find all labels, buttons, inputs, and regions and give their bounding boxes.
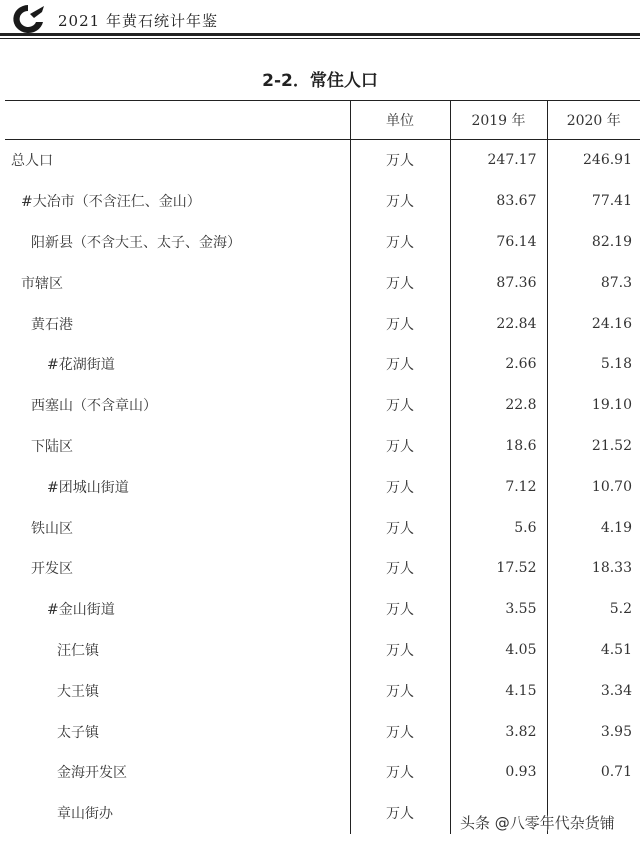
row-unit-cell: 万人: [350, 752, 450, 793]
header-rule-thick: [0, 33, 640, 36]
row-value-2020-cell: 82.19: [591, 233, 632, 250]
row-unit-cell: 万人: [350, 548, 450, 589]
row-name-cell: 阳新县（不含大王、太子、金海）: [5, 222, 350, 263]
table-row: [5, 711, 640, 752]
row-value-2020-cell: 5.18: [600, 356, 632, 373]
population-table: [5, 100, 640, 834]
row-name-cell: 铁山区: [5, 507, 350, 548]
row-unit-cell: 万人: [350, 222, 450, 263]
watermark: 头条 @八零年代杂货铺: [460, 814, 615, 832]
population-table-wrapper: [5, 100, 640, 834]
row-name-cell: 市辖区: [5, 262, 350, 303]
row-value-2019-cell: 87.36: [450, 262, 547, 303]
row-name-cell: #花湖街道: [5, 344, 350, 385]
row-name-cell: 开发区: [5, 548, 350, 589]
row-unit-cell: 万人: [350, 793, 450, 834]
row-unit-cell: 万人: [350, 507, 450, 548]
header-title: 2021 年黄石统计年鉴: [58, 12, 218, 30]
table-row: [5, 752, 640, 793]
row-name-cell: 汪仁镇: [5, 630, 350, 671]
row-value-2020-cell: 24.16: [591, 315, 632, 332]
row-value-2019-cell: 17.52: [450, 548, 547, 589]
row-unit-cell: 万人: [350, 466, 450, 507]
column-header-unit: 单位: [350, 101, 450, 140]
row-unit-cell: 万人: [350, 426, 450, 467]
row-value-2020-cell: 4.51: [600, 641, 632, 658]
row-value-2020-cell: 4.19: [600, 519, 632, 536]
row-unit-cell: 万人: [350, 630, 450, 671]
row-value-2020-cell: 19.10: [591, 397, 632, 414]
row-name-cell: 章山街办: [5, 793, 350, 834]
row-unit-cell: 万人: [350, 262, 450, 303]
row-value-2019-cell: 76.14: [450, 222, 547, 263]
row-value-2020-cell: 21.52: [591, 437, 632, 454]
table-row: [5, 630, 640, 671]
row-value-2019-cell: 83.67: [450, 181, 547, 222]
row-value-2020-cell: 77.41: [591, 193, 632, 210]
table-row: [5, 344, 640, 385]
row-value-2019-cell: 5.6: [450, 507, 547, 548]
row-value-2019-cell: 3.55: [450, 589, 547, 630]
row-name-cell: 大王镇: [5, 670, 350, 711]
row-value-2020-cell: 0.71: [600, 764, 632, 781]
row-name-cell: 金海开发区: [5, 752, 350, 793]
table-row: [5, 222, 640, 263]
header-rule-thin: [0, 38, 640, 39]
row-value-2019-cell: 3.82: [450, 711, 547, 752]
table-header-row: [5, 101, 640, 140]
table-body: [5, 140, 640, 834]
row-unit-cell: 万人: [350, 670, 450, 711]
table-row: [5, 385, 640, 426]
row-value-2020-cell: 18.33: [591, 560, 632, 577]
row-value-2019-cell: 7.12: [450, 466, 547, 507]
row-value-2020-cell: 3.95: [600, 723, 632, 740]
table-row: [5, 466, 640, 507]
row-value-2019-cell: 247.17: [450, 140, 547, 181]
row-unit-cell: 万人: [350, 589, 450, 630]
row-unit-cell: 万人: [350, 385, 450, 426]
row-value-2020-cell: 87.3: [600, 274, 632, 291]
row-value-2019-cell: 4.15: [450, 670, 547, 711]
column-header-name: [5, 101, 350, 140]
row-value-2020-cell: 10.70: [591, 478, 632, 495]
page-header: [0, 0, 640, 40]
table-row: [5, 670, 640, 711]
row-name-cell: #大冶市（不含汪仁、金山）: [5, 181, 350, 222]
column-header-2019: 2019 年: [450, 101, 547, 140]
table-row: [5, 140, 640, 181]
table-row: [5, 507, 640, 548]
row-name-cell: 总人口: [5, 140, 350, 181]
row-unit-cell: 万人: [350, 344, 450, 385]
row-value-2020-cell: 246.91: [583, 152, 632, 169]
row-name-cell: #团城山街道: [5, 466, 350, 507]
table-row: [5, 303, 640, 344]
row-name-cell: 下陆区: [5, 426, 350, 467]
row-value-2019-cell: 4.05: [450, 630, 547, 671]
table-row: [5, 548, 640, 589]
table-row: [5, 426, 640, 467]
table-row: [5, 262, 640, 303]
table-row: [5, 589, 640, 630]
table-title: 2-2．常住人口: [262, 71, 378, 91]
row-unit-cell: 万人: [350, 181, 450, 222]
row-value-2019-cell: 18.6: [450, 426, 547, 467]
row-name-cell: 太子镇: [5, 711, 350, 752]
table-row: [5, 181, 640, 222]
row-value-2020-cell: 5.2: [609, 601, 632, 618]
row-value-2020-cell: 3.34: [600, 682, 632, 699]
row-value-2019-cell: 22.84: [450, 303, 547, 344]
row-value-2019-cell: 0.93: [450, 752, 547, 793]
row-unit-cell: 万人: [350, 140, 450, 181]
column-header-2020: 2020 年: [547, 101, 640, 140]
yearbook-logo-icon: [6, 2, 48, 36]
row-value-2019-cell: 22.8: [450, 385, 547, 426]
row-value-2019-cell: 2.66: [450, 344, 547, 385]
row-unit-cell: 万人: [350, 303, 450, 344]
row-name-cell: 黄石港: [5, 303, 350, 344]
row-unit-cell: 万人: [350, 711, 450, 752]
row-name-cell: #金山街道: [5, 589, 350, 630]
row-name-cell: 西塞山（不含章山）: [5, 385, 350, 426]
